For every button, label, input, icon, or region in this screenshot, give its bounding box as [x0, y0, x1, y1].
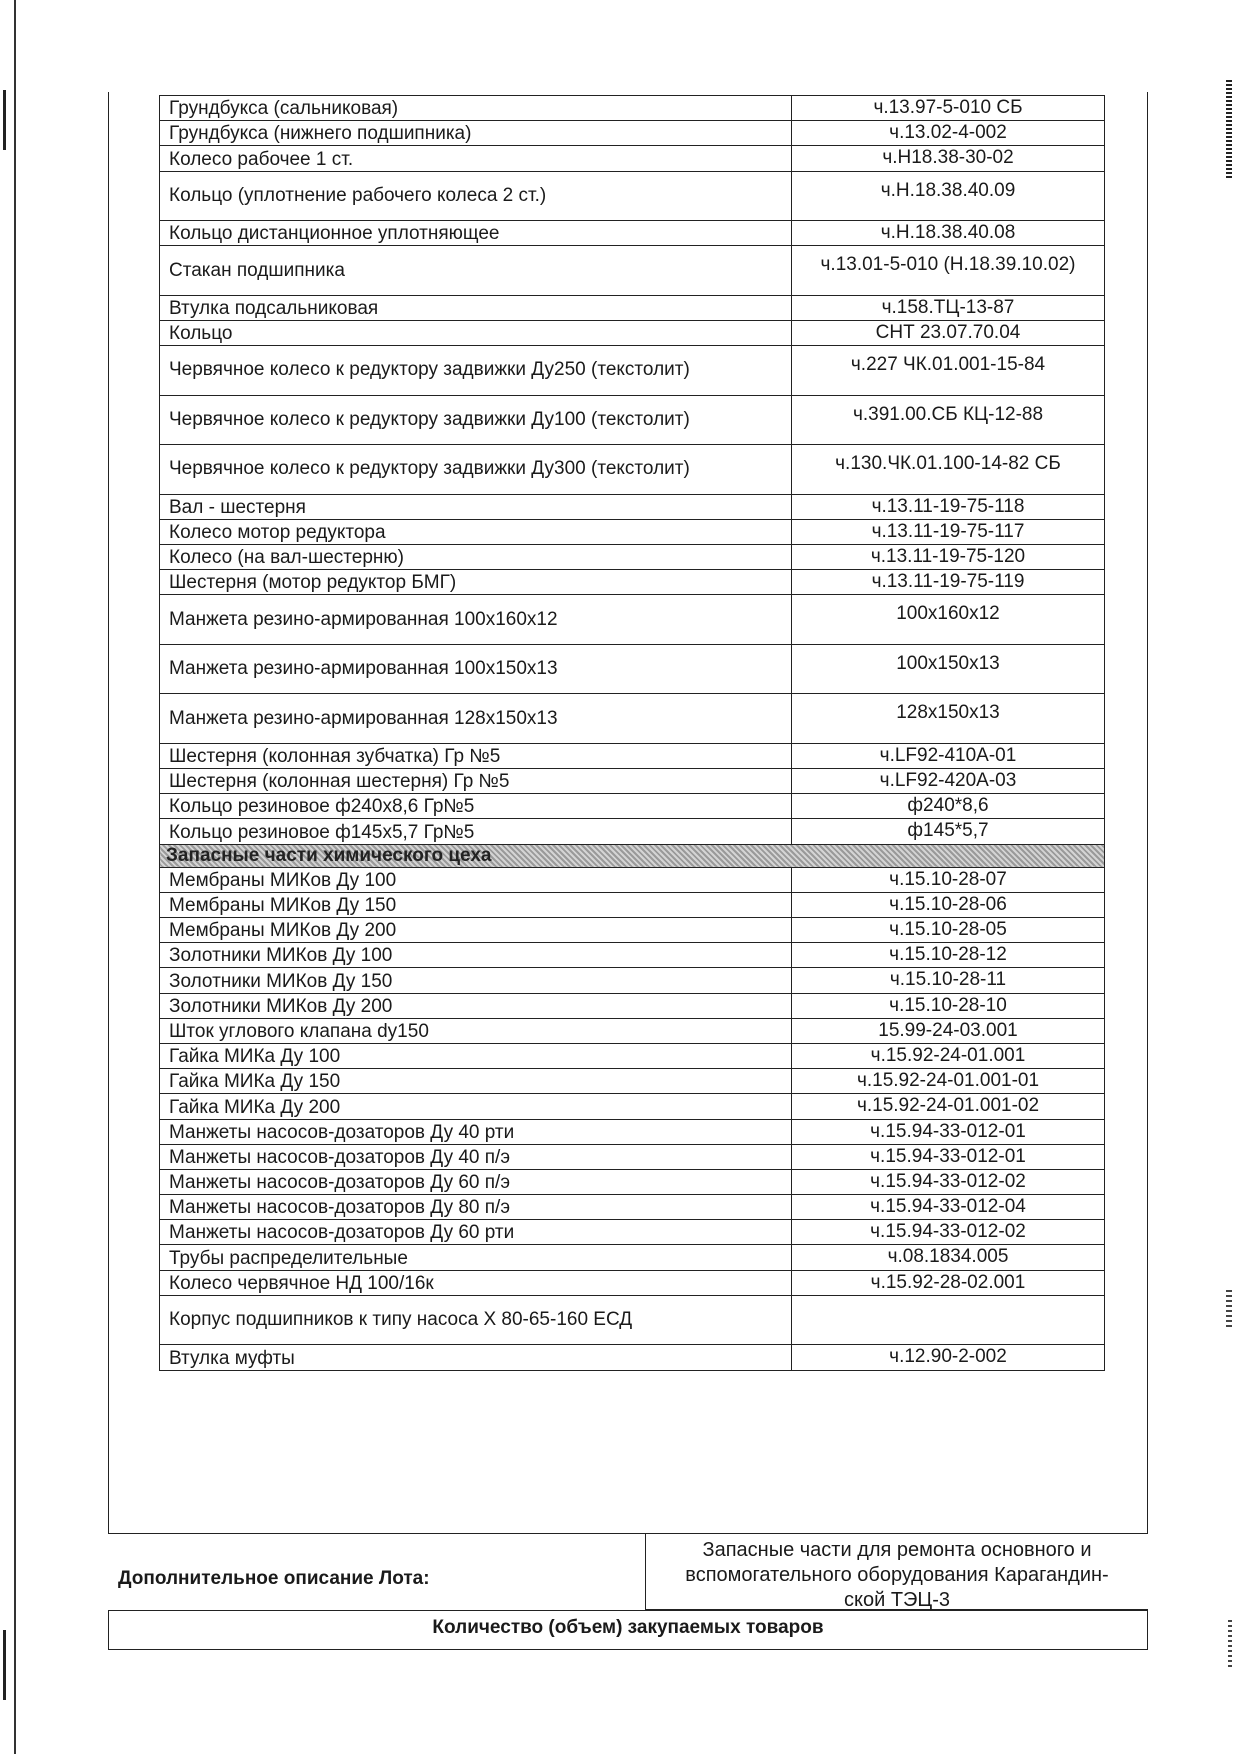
part-name-cell: Колесо (на вал-шестерню): [160, 545, 792, 570]
part-code-cell: ч.130.ЧК.01.100-14-82 СБ: [792, 445, 1105, 495]
table-row: [160, 570, 1105, 595]
part-code-cell: СНТ 23.07.70.04: [792, 320, 1105, 345]
part-code-cell: ч.13.11-19-75-120: [792, 545, 1105, 570]
part-name-cell: Кольцо резиновое ф240х8,6 Гр№5: [160, 794, 792, 819]
table-row: [160, 943, 1105, 968]
part-code-cell: ч.13.97-5-010 СБ: [792, 96, 1105, 121]
part-code-cell: 128х150х13: [792, 694, 1105, 744]
part-name-cell: Колесо червячное НД 100/16к: [160, 1270, 792, 1295]
table-row: [160, 743, 1105, 768]
table-row: [160, 519, 1105, 544]
part-code-cell: ч.15.94-33-012-01: [792, 1144, 1105, 1169]
scan-artifact: [3, 1630, 6, 1700]
part-name-cell: Втулка подсальниковая: [160, 295, 792, 320]
table-row: [160, 320, 1105, 345]
part-code-cell: ч.15.92-24-01.001: [792, 1043, 1105, 1068]
table-row: [160, 1295, 1105, 1345]
table-row: [160, 595, 1105, 645]
table-row: [160, 1270, 1105, 1295]
lot-description-label: Дополнительное описание Лота:: [118, 1568, 430, 1589]
part-code-cell: ч.15.10-28-11: [792, 968, 1105, 993]
part-name-cell: Золотники МИКов Ду 200: [160, 993, 792, 1018]
part-name-cell: Гайка МИКа Ду 200: [160, 1094, 792, 1119]
table-row: [160, 246, 1105, 296]
part-code-cell: ч.Н18.38-30-02: [792, 146, 1105, 171]
part-name-cell: Манжеты насосов-дозаторов Ду 40 рти: [160, 1119, 792, 1144]
part-name-cell: Мембраны МИКов Ду 150: [160, 892, 792, 917]
part-code-cell: [792, 1295, 1105, 1345]
part-code-cell: ч.391.00.СБ КЦ-12-88: [792, 395, 1105, 445]
table-row: [160, 1094, 1105, 1119]
part-name-cell: Стакан подшипника: [160, 246, 792, 296]
part-name-cell: Кольцо: [160, 320, 792, 345]
part-name-cell: Трубы распределительные: [160, 1245, 792, 1270]
table-row: [160, 146, 1105, 171]
lot-description-line: вспомогательного оборудования Карагандин-: [685, 1564, 1109, 1586]
quantity-heading: Количество (объем) закупаемых товаров: [108, 1610, 1148, 1650]
part-code-cell: ч.Н.18.38.40.08: [792, 221, 1105, 246]
part-name-cell: Грундбукса (сальниковая): [160, 96, 792, 121]
part-name-cell: Манжеты насосов-дозаторов Ду 40 п/э: [160, 1144, 792, 1169]
scan-artifact: [1226, 1290, 1232, 1330]
part-code-cell: ч.13.11-19-75-119: [792, 570, 1105, 595]
table-row: [160, 1119, 1105, 1144]
part-code-cell: ч.Н.18.38.40.09: [792, 171, 1105, 221]
part-code-cell: 100х160х12: [792, 595, 1105, 645]
part-name-cell: Корпус подшипников к типу насоса Х 80-65-160 ЕСД: [160, 1295, 792, 1345]
table-row: [160, 171, 1105, 221]
part-name-cell: Манжета резино-армированная 128х150х13: [160, 694, 792, 744]
part-name-cell: Кольцо дистанционное уплотняющее: [160, 221, 792, 246]
part-code-cell: ч.15.94-33-012-02: [792, 1169, 1105, 1194]
part-name-cell: Манжета резино-армированная 100х150х13: [160, 644, 792, 694]
part-code-cell: ч.15.10-28-05: [792, 918, 1105, 943]
table-row: [160, 1195, 1105, 1220]
part-code-cell: ч.08.1834.005: [792, 1245, 1105, 1270]
part-name-cell: Колесо рабочее 1 ст.: [160, 146, 792, 171]
table-row: [160, 121, 1105, 146]
part-name-cell: Червячное колесо к редуктору задвижки Ду250 (текстолит): [160, 346, 792, 396]
part-name-cell: Мембраны МИКов Ду 200: [160, 918, 792, 943]
table-row: [160, 644, 1105, 694]
table-row: [160, 1169, 1105, 1194]
table-row: [160, 295, 1105, 320]
table-row: [160, 1043, 1105, 1068]
part-code-cell: ф145*5,7: [792, 819, 1105, 844]
scan-artifact: [1228, 1620, 1232, 1670]
part-code-cell: 100х150х13: [792, 644, 1105, 694]
part-name-cell: Шестерня (колонная шестерня) Гр №5: [160, 769, 792, 794]
table-row: [160, 545, 1105, 570]
lot-description-line: Запасные части для ремонта основного и: [702, 1539, 1092, 1561]
part-code-cell: ф240*8,6: [792, 794, 1105, 819]
table-row: [160, 794, 1105, 819]
part-code-cell: ч.15.10-28-12: [792, 943, 1105, 968]
part-name-cell: Золотники МИКов Ду 100: [160, 943, 792, 968]
part-name-cell: Золотники МИКов Ду 150: [160, 968, 792, 993]
part-name-cell: Шестерня (мотор редуктор БМГ): [160, 570, 792, 595]
table-row: [160, 221, 1105, 246]
table-row: [160, 867, 1105, 892]
lot-description-line: ской ТЭЦ-3: [844, 1589, 950, 1611]
table-row: [160, 819, 1105, 844]
part-name-cell: Грундбукса (нижнего подшипника): [160, 121, 792, 146]
part-name-cell: Кольцо (уплотнение рабочего колеса 2 ст.): [160, 171, 792, 221]
part-code-cell: ч.15.92-28-02.001: [792, 1270, 1105, 1295]
table-row: [160, 346, 1105, 396]
part-name-cell: Мембраны МИКов Ду 100: [160, 867, 792, 892]
table-row: [160, 694, 1105, 744]
part-name-cell: Кольцо резиновое ф145х5,7 Гр№5: [160, 819, 792, 844]
spare-parts-table: [159, 95, 1105, 1371]
section-title: Запасные части химического цеха: [160, 844, 1105, 867]
table-row: [160, 1144, 1105, 1169]
table-row: [160, 993, 1105, 1018]
table-row: [160, 1069, 1105, 1094]
part-name-cell: Вал - шестерня: [160, 494, 792, 519]
part-code-cell: ч.15.92-24-01.001-01: [792, 1069, 1105, 1094]
part-name-cell: Манжеты насосов-дозаторов Ду 60 п/э: [160, 1169, 792, 1194]
part-name-cell: Манжеты насосов-дозаторов Ду 60 рти: [160, 1220, 792, 1245]
lot-description-box: [645, 1534, 1148, 1610]
table-row: [160, 968, 1105, 993]
table-row: [160, 769, 1105, 794]
part-code-cell: ч.15.92-24-01.001-02: [792, 1094, 1105, 1119]
table-row: [160, 395, 1105, 445]
table-row: [160, 494, 1105, 519]
part-name-cell: Червячное колесо к редуктору задвижки Ду100 (текстолит): [160, 395, 792, 445]
scan-edge: [14, 0, 16, 1754]
section-header-row: [160, 844, 1105, 867]
part-code-cell: ч.15.94-33-012-02: [792, 1220, 1105, 1245]
part-code-cell: ч.15.10-28-06: [792, 892, 1105, 917]
part-code-cell: ч.13.11-19-75-117: [792, 519, 1105, 544]
part-name-cell: Колесо мотор редуктора: [160, 519, 792, 544]
table-row: [160, 445, 1105, 495]
part-code-cell: ч.13.02-4-002: [792, 121, 1105, 146]
part-name-cell: Червячное колесо к редуктору задвижки Ду300 (текстолит): [160, 445, 792, 495]
part-code-cell: ч.15.94-33-012-01: [792, 1119, 1105, 1144]
table-row: [160, 96, 1105, 121]
part-code-cell: ч.227 ЧК.01.001-15-84: [792, 346, 1105, 396]
table-row: [160, 892, 1105, 917]
part-code-cell: ч.13.01-5-010 (Н.18.39.10.02): [792, 246, 1105, 296]
part-code-cell: ч.15.10-28-10: [792, 993, 1105, 1018]
part-name-cell: Втулка муфты: [160, 1345, 792, 1370]
part-name-cell: Манжета резино-армированная 100х160х12: [160, 595, 792, 645]
part-code-cell: ч.LF92-420А-03: [792, 769, 1105, 794]
table-row: [160, 918, 1105, 943]
part-code-cell: 15.99-24-03.001: [792, 1018, 1105, 1043]
table-row: [160, 1345, 1105, 1370]
scan-artifact: [3, 90, 6, 150]
part-name-cell: Гайка МИКа Ду 150: [160, 1069, 792, 1094]
table-row: [160, 1018, 1105, 1043]
part-code-cell: ч.LF92-410А-01: [792, 743, 1105, 768]
part-name-cell: Шестерня (колонная зубчатка) Гр №5: [160, 743, 792, 768]
table-row: [160, 1245, 1105, 1270]
part-name-cell: Манжеты насосов-дозаторов Ду 80 п/э: [160, 1195, 792, 1220]
part-code-cell: ч.12.90-2-002: [792, 1345, 1105, 1370]
part-name-cell: Шток углового клапана dy150: [160, 1018, 792, 1043]
part-name-cell: Гайка МИКа Ду 100: [160, 1043, 792, 1068]
part-code-cell: ч.15.10-28-07: [792, 867, 1105, 892]
table-row: [160, 1220, 1105, 1245]
part-code-cell: ч.15.94-33-012-04: [792, 1195, 1105, 1220]
scan-artifact: [1226, 80, 1232, 180]
spare-parts-table-body: [160, 96, 1105, 1371]
part-code-cell: ч.158.ТЦ-13-87: [792, 295, 1105, 320]
part-code-cell: ч.13.11-19-75-118: [792, 494, 1105, 519]
